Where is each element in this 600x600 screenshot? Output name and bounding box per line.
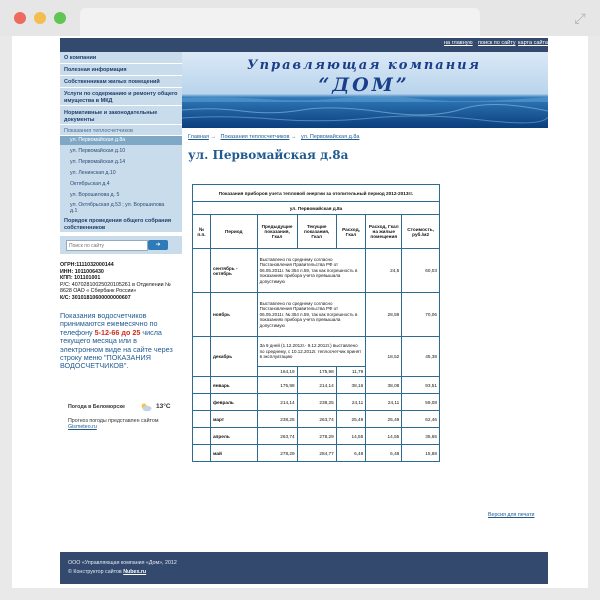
sidebar-item-services[interactable]: Услуги по содержанию и ремонту общего имущества в МКД	[60, 88, 182, 106]
table-cell-usage: 14,55	[336, 428, 366, 445]
notice-text-pre: Показания водосчетчиков принимаются ежемесячно по телефону	[60, 311, 158, 337]
breadcrumb-section[interactable]: Показания теплосчетчиков	[220, 134, 290, 140]
table-cell-usage-home: 24,5	[366, 249, 402, 293]
table-cell-number	[193, 337, 211, 377]
footer-constructor	[68, 569, 146, 575]
table-cell-usage: 38,16	[336, 377, 366, 394]
minimize-window-button[interactable]	[34, 12, 46, 24]
breadcrumb-separator: →	[210, 134, 216, 140]
account-text: Р/С: 40702810025020105261 в Отделении № 8628 ОАО « Сбербанк России»	[60, 281, 171, 294]
table-row	[193, 377, 440, 394]
corr-account-text: К/С: 30101810600000000607	[60, 294, 131, 301]
table-cell-period: апрель	[210, 428, 257, 445]
table-cell-current: 238,25	[297, 394, 336, 411]
table-row	[193, 337, 440, 367]
table-cell-prev: 175,98	[257, 377, 297, 394]
search-link[interactable]: поиск по сайту	[478, 40, 516, 46]
page-viewport	[12, 36, 588, 588]
meter-readings-table	[192, 184, 440, 462]
banner-company-name: “ДОМ”	[318, 74, 410, 96]
notice-phone: 5-12-66 до 25	[94, 327, 141, 337]
sidebar-subitem-leninskaya-10[interactable]: ул. Ленинская д.10	[70, 170, 116, 176]
header-usage-home: Расход, Гкал на жилые помещения	[366, 215, 402, 249]
table-cell-prev: 238,25	[257, 411, 297, 428]
cloud-sun-icon	[140, 402, 152, 412]
table-cell-usage-home: 6,48	[366, 445, 402, 462]
table-cell-usage: 25,49	[336, 411, 366, 428]
table-cell-current: 214,14	[297, 377, 336, 394]
search-button[interactable]	[148, 240, 168, 250]
close-window-button[interactable]	[14, 12, 26, 24]
table-cell-cost: 35,65	[402, 428, 440, 445]
weather-city: Погода в Беломорске	[68, 404, 125, 410]
table-cell-number	[193, 249, 211, 293]
weather-temperature: 13°C	[156, 403, 171, 410]
table-address: ул. Первомайская д.8а	[193, 202, 440, 215]
sidebar-item-owners[interactable]: Собственникам жилых помещений	[60, 76, 182, 88]
table-row	[193, 394, 440, 411]
table-row	[193, 428, 440, 445]
header-period: Период	[210, 215, 257, 249]
footer-copyright: ООО «Управляющая компания «Дом», 2012	[68, 560, 177, 566]
water-meter-notice	[60, 312, 176, 371]
table-cell-period: сентябрь - октябрь	[210, 249, 257, 293]
banner-company-label: Управляющая компания	[247, 58, 481, 73]
breadcrumb-separator: →	[290, 134, 297, 140]
table-cell-number	[193, 293, 211, 337]
table-cell-period: май	[210, 445, 257, 462]
table-cell-prev: 278,29	[257, 445, 297, 462]
sidebar-item-about[interactable]: О компании	[60, 52, 182, 64]
table-cell-current: 175,98	[297, 367, 336, 377]
header-cost: Стоимость, руб./м2	[402, 215, 440, 249]
table-cell-usage-home: 38,08	[366, 377, 402, 394]
weather-source	[68, 418, 178, 430]
site-container	[60, 38, 548, 584]
company-requisites	[60, 262, 182, 301]
table-cell-period: январь	[210, 377, 257, 394]
table-cell-current: 278,29	[297, 428, 336, 445]
table-cell-cost: 15,88	[402, 445, 440, 462]
table-cell-usage: 24,11	[336, 394, 366, 411]
sidebar-subitem-oktyabrskaya-53[interactable]: ул. Октябрьская д.53 ; ул. Ворошилова д.1	[70, 202, 165, 214]
table-cell-note: За 9 дней (1.12.2012г.- 9.12.2012г.) выставлено по среднему, с 10.12.2012г. теплосчетчик принят в эксплуатацию	[257, 337, 366, 367]
table-cell-usage-home: 25,49	[366, 411, 402, 428]
header-prev: Предыдущие показания, Гкал	[257, 215, 297, 249]
table-row	[193, 411, 440, 428]
table-cell-note: Выставлено по среднему согласно Постановления Правительства РФ от 06.05.2011г. № 354 п.59, так как погрешность в показаниях прибора учета превышала допустимую	[257, 249, 366, 293]
table-cell-usage: 6,48	[336, 445, 366, 462]
table-cell-usage-home: 18,52	[366, 337, 402, 377]
sidebar-subitem-pervomayskaya-10[interactable]: ул. Первомайская д.10	[70, 148, 126, 154]
table-cell-number	[193, 377, 211, 394]
sidebar-subitem-pervomayskaya-8a[interactable]: ул. Первомайская д.8а	[60, 136, 182, 145]
table-cell-usage-home: 24,11	[366, 394, 402, 411]
breadcrumb-home[interactable]: Главная	[188, 134, 209, 140]
table-cell-cost: 59,08	[402, 394, 440, 411]
table-cell-period: декабрь	[210, 337, 257, 377]
table-cell-prev: 214,14	[257, 394, 297, 411]
kpp-text: КПП: 101101001	[60, 275, 101, 281]
table-cell-current: 263,74	[297, 411, 336, 428]
table-cell-number	[193, 428, 211, 445]
breadcrumb	[188, 134, 359, 140]
table-cell-period: февраль	[210, 394, 257, 411]
page-title: ул. Первомайская д.8а	[188, 148, 349, 162]
header-banner	[182, 52, 548, 128]
top-navigation	[60, 38, 548, 52]
sidebar-item-documents[interactable]: Нормативные и законодательные документы	[60, 107, 182, 125]
sidebar-item-info[interactable]: Полезная информация	[60, 64, 182, 76]
table-cell-usage: 11,79	[336, 367, 366, 377]
header-usage: Расход, Гкал	[336, 215, 366, 249]
maximize-window-button[interactable]	[54, 12, 66, 24]
table-cell-cost: 70,06	[402, 293, 440, 337]
header-current: Текущие показания, Гкал	[297, 215, 336, 249]
table-cell-prev: 164,19	[257, 367, 297, 377]
table-cell-current: 284,77	[297, 445, 336, 462]
footer-constructor-text: © Конструктор сайтов	[68, 569, 124, 575]
table-cell-number	[193, 445, 211, 462]
table-cell-cost: 62,46	[402, 411, 440, 428]
table-cell-cost: 60,03	[402, 249, 440, 293]
sidebar-item-heat-meters[interactable]: Показания теплосчетчиков	[60, 126, 182, 136]
sidebar-menu	[60, 52, 182, 232]
site-footer	[60, 552, 548, 584]
table-cell-note: Выставлено по среднему согласно Постановления Правительства РФ от 06.05.2011г. № 354 п.59, так как погрешность в показаниях прибора учета превышала допустимую	[257, 293, 366, 337]
home-link[interactable]: на главную	[444, 40, 473, 46]
table-cell-usage-home: 28,59	[366, 293, 402, 337]
inn-text: ИНН: 1011006430	[60, 268, 104, 275]
table-row	[193, 293, 440, 337]
table-caption: Показания приборов учета тепловой энергии за отопительный период 2012-2013гг.	[193, 185, 440, 202]
nubex-link[interactable]: Nubex.ru	[123, 569, 147, 575]
breadcrumb-current[interactable]: ул. Первомайская д.8а	[300, 134, 360, 140]
title-bar	[0, 0, 600, 36]
weather-source-text: Прогноз погоды представлен сайтом	[68, 418, 159, 424]
table-cell-period: март	[210, 411, 257, 428]
ogrn-text: ОГРН:1111032000144	[60, 262, 114, 268]
table-cell-period: ноябрь	[210, 293, 257, 337]
table-cell-usage-home: 14,55	[366, 428, 402, 445]
notice-text-post: числа текущего месяца или в электронном виде на сайте через строку меню "ПОКАЗАНИЯ ВОДОСЧЕТЧИКОВ".	[60, 327, 173, 371]
search-submit-icon: ➜	[155, 242, 161, 248]
table-cell-cost: 93,51	[402, 377, 440, 394]
search-input[interactable]	[66, 240, 148, 251]
table-cell-prev: 263,74	[257, 428, 297, 445]
print-version-link[interactable]: Версия для печати	[488, 512, 535, 518]
sidebar-item-meeting[interactable]: Порядок проведения общего собрания собственников	[64, 218, 172, 231]
sidebar-subitem-pervomayskaya-14[interactable]: ул. Первомайская д.14	[70, 159, 126, 165]
table-row	[193, 249, 440, 293]
gismeteo-link[interactable]: Gismeteo.ru	[68, 424, 97, 430]
fullscreen-icon[interactable]: ⤢	[574, 10, 586, 26]
table-cell-number	[193, 411, 211, 428]
sidebar-subitem-oktyabrskaya-4[interactable]: Октябрьская д.4	[70, 181, 110, 187]
table-cell-number	[193, 394, 211, 411]
address-bar[interactable]	[80, 8, 480, 36]
sidebar-subitem-voroshilova-5[interactable]: ул. Ворошилова д. 5	[70, 192, 120, 198]
header-number: № п.п.	[193, 215, 211, 249]
sitemap-link[interactable]: карта сайта	[518, 40, 548, 46]
table-cell-cost: 45,38	[402, 337, 440, 377]
table-row	[193, 445, 440, 462]
sidebar-search	[60, 236, 182, 254]
